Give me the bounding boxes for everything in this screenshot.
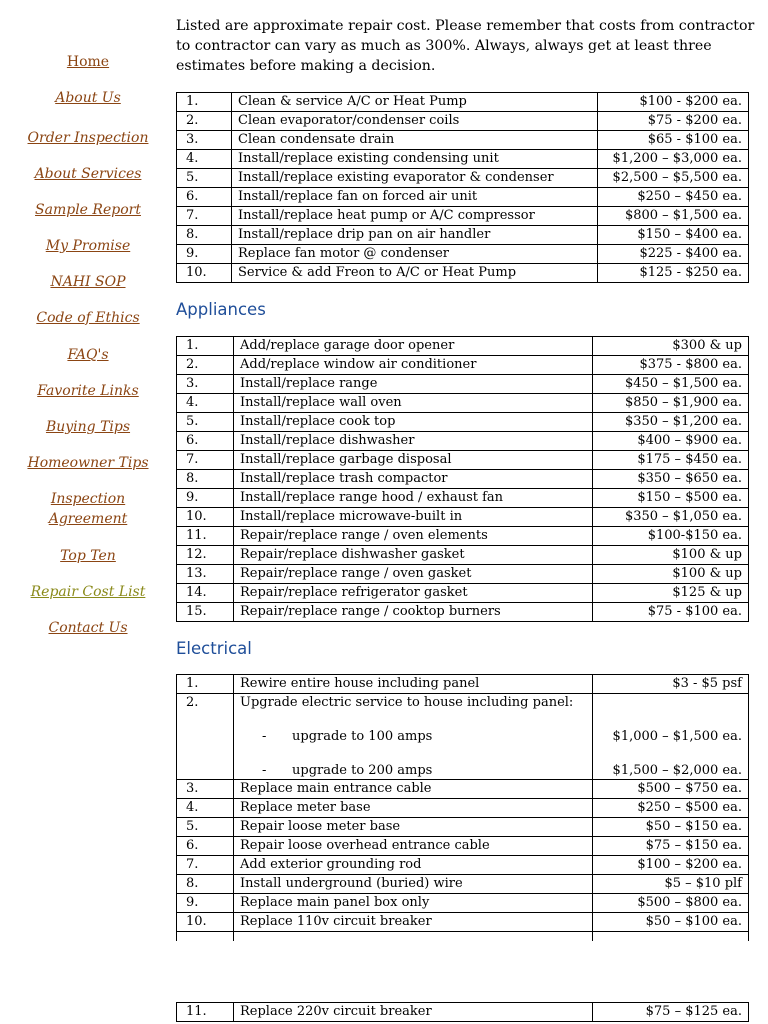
table-row — [177, 546, 749, 565]
sub-item-dash: - — [262, 763, 267, 778]
row-description: Replace main panel box only — [234, 894, 593, 913]
row-number: 1. — [177, 337, 234, 356]
nav-link-buying-tips[interactable]: Buying Tips — [45, 419, 131, 435]
row-number: 9. — [177, 894, 234, 913]
table-row — [177, 264, 749, 283]
row-number: 4. — [177, 799, 234, 818]
row-price: $65 - $100 ea. — [598, 131, 749, 150]
table-row-empty — [177, 932, 749, 942]
electrical-heading: Electrical — [176, 639, 252, 658]
nav-link-favorite-links[interactable]: Favorite Links — [37, 383, 139, 399]
row-number: 6. — [177, 188, 232, 207]
row-description: Install/replace wall oven — [234, 394, 593, 413]
row-number: 9. — [177, 489, 234, 508]
table-row — [177, 337, 749, 356]
row-description: Repair loose overhead entrance cable — [234, 837, 593, 856]
row-description: Upgrade electric service to house including panel: — [240, 695, 574, 710]
row-price: $225 - $400 ea. — [598, 245, 749, 264]
table-row — [177, 169, 749, 188]
row-description: Install/replace heat pump or A/C compressor — [232, 207, 598, 226]
nav-link-contact-us[interactable]: Contact Us — [48, 620, 128, 636]
nav-link-home[interactable]: Home — [66, 54, 110, 70]
row-description: Replace 110v circuit breaker — [234, 913, 593, 932]
row-number: 3. — [177, 375, 234, 394]
table-row — [177, 375, 749, 394]
nav-link-about-services[interactable]: About Services — [34, 166, 142, 182]
row-number: 3. — [177, 131, 232, 150]
table-row — [177, 112, 749, 131]
table-row — [177, 1003, 749, 1022]
row-description: Replace main entrance cable — [234, 780, 593, 799]
row-price: $350 – $650 ea. — [593, 470, 749, 489]
row-description: Install/replace trash compactor — [234, 470, 593, 489]
row-number: 10. — [177, 508, 234, 527]
table-row — [177, 413, 749, 432]
table-row — [177, 780, 749, 799]
row-description: Install/replace drip pan on air handler — [232, 226, 598, 245]
sub-item-price: $1,000 – $1,500 ea. — [612, 729, 742, 744]
row-description: Install/replace microwave-built in — [234, 508, 593, 527]
row-number: 1. — [177, 675, 234, 694]
row-description: Install/replace range — [234, 375, 593, 394]
row-price: $450 – $1,500 ea. — [593, 375, 749, 394]
row-price: $100-$150 ea. — [593, 527, 749, 546]
row-description: Repair/replace range / oven gasket — [234, 565, 593, 584]
table-row — [177, 207, 749, 226]
electrical-cost-table — [176, 674, 749, 941]
row-description: Repair loose meter base — [234, 818, 593, 837]
table-row — [177, 818, 749, 837]
nav-link-about-us[interactable]: About Us — [55, 90, 121, 106]
row-number: 8. — [177, 875, 234, 894]
row-description: Add/replace window air conditioner — [234, 356, 593, 375]
row-number: 13. — [177, 565, 234, 584]
nav-link-sample-report[interactable]: Sample Report — [35, 202, 141, 218]
nav-link-nahi-sop[interactable]: NAHI SOP — [50, 274, 126, 290]
row-description: Install/replace garbage disposal — [234, 451, 593, 470]
appliances-heading: Appliances — [176, 300, 266, 319]
sub-item-dash: - — [262, 729, 267, 744]
intro-paragraph: Listed are approximate repair cost. Please remember that costs from contractor to contractor can vary as much as 300%. Always, always get at least three estimates before making a decision. — [176, 18, 755, 74]
sub-item-price: $1,500 – $2,000 ea. — [612, 763, 742, 778]
row-number: 14. — [177, 584, 234, 603]
table-row — [177, 894, 749, 913]
row-price: $100 – $200 ea. — [593, 856, 749, 875]
table-row — [177, 675, 749, 694]
table-row — [177, 470, 749, 489]
row-price: $100 & up — [593, 546, 749, 565]
row-number: 5. — [177, 818, 234, 837]
row-description: Replace 220v circuit breaker — [234, 1003, 593, 1022]
table-row — [177, 394, 749, 413]
row-number: 7. — [177, 451, 234, 470]
row-description: Add/replace garage door opener — [234, 337, 593, 356]
row-price: $125 & up — [593, 584, 749, 603]
nav-link-my-promise[interactable]: My Promise — [45, 238, 131, 254]
nav-link-faq-s[interactable]: FAQ's — [67, 347, 109, 363]
table-row — [177, 694, 749, 780]
nav-link-code-of-ethics[interactable]: Code of Ethics — [36, 310, 140, 326]
table-row — [177, 356, 749, 375]
row-price: $250 – $500 ea. — [593, 799, 749, 818]
row-price: $75 - $100 ea. — [593, 603, 749, 622]
row-price: $75 - $200 ea. — [598, 112, 749, 131]
row-price: $3 - $5 psf — [593, 675, 749, 694]
table-row — [177, 913, 749, 932]
row-number: 2. — [177, 694, 234, 780]
row-price: $75 – $125 ea. — [593, 1003, 749, 1022]
row-price: $175 – $450 ea. — [593, 451, 749, 470]
row-number: 8. — [177, 470, 234, 489]
row-number: 4. — [177, 394, 234, 413]
row-number: 4. — [177, 150, 232, 169]
row-price: $150 – $500 ea. — [593, 489, 749, 508]
row-price: $500 – $800 ea. — [593, 894, 749, 913]
table-row — [177, 527, 749, 546]
row-number: 6. — [177, 432, 234, 451]
sub-item-label: upgrade to 100 amps — [292, 729, 433, 744]
row-price: $100 - $200 ea. — [598, 93, 749, 112]
row-price: $1,200 – $3,000 ea. — [598, 150, 749, 169]
table-row — [177, 799, 749, 818]
nav-link-order-inspection[interactable]: Order Inspection — [27, 130, 149, 146]
sub-item-label: upgrade to 200 amps — [292, 763, 433, 778]
table-row — [177, 226, 749, 245]
row-price: $50 – $150 ea. — [593, 818, 749, 837]
row-number: 7. — [177, 207, 232, 226]
row-description: Install/replace range hood / exhaust fan — [234, 489, 593, 508]
row-price: $5 – $10 plf — [593, 875, 749, 894]
table-row — [177, 93, 749, 112]
row-number: 8. — [177, 226, 232, 245]
row-number: 11. — [177, 527, 234, 546]
row-price: $125 - $250 ea. — [598, 264, 749, 283]
table-row — [177, 603, 749, 622]
row-description: Replace meter base — [234, 799, 593, 818]
row-description: Install/replace cook top — [234, 413, 593, 432]
table-row — [177, 584, 749, 603]
row-price: $350 – $1,050 ea. — [593, 508, 749, 527]
row-number: 2. — [177, 112, 232, 131]
row-description: Replace fan motor @ condenser — [232, 245, 598, 264]
table-row — [177, 856, 749, 875]
nav-link-top-ten[interactable]: Top Ten — [60, 548, 116, 564]
row-description: Install/replace existing condensing unit — [232, 150, 598, 169]
row-price: $800 – $1,500 ea. — [598, 207, 749, 226]
row-number: 6. — [177, 837, 234, 856]
row-price: $850 – $1,900 ea. — [593, 394, 749, 413]
row-description: Repair/replace refrigerator gasket — [234, 584, 593, 603]
row-description: Repair/replace range / cooktop burners — [234, 603, 593, 622]
nav-link-inspection-agreement[interactable]: Inspection Agreement — [48, 491, 128, 527]
row-number: 2. — [177, 356, 234, 375]
sub-item — [240, 762, 586, 779]
row-number: 10. — [177, 913, 234, 932]
row-price: $50 – $100 ea. — [593, 913, 749, 932]
row-price: $375 - $800 ea. — [593, 356, 749, 375]
row-description: Clean condensate drain — [232, 131, 598, 150]
table-row — [177, 150, 749, 169]
row-price: $150 – $400 ea. — [598, 226, 749, 245]
table-row — [177, 432, 749, 451]
row-number: 1. — [177, 93, 232, 112]
row-price: $75 – $150 ea. — [593, 837, 749, 856]
table-row — [177, 245, 749, 264]
nav-link-repair-cost-list[interactable]: Repair Cost List — [30, 584, 146, 600]
row-price: $250 – $450 ea. — [598, 188, 749, 207]
row-number: 11. — [177, 1003, 234, 1022]
table-row — [177, 875, 749, 894]
table-row — [177, 565, 749, 584]
sub-item — [240, 728, 586, 745]
row-description: Clean evaporator/condenser coils — [232, 112, 598, 131]
row-number: 5. — [177, 413, 234, 432]
row-description: Service & add Freon to A/C or Heat Pump — [232, 264, 598, 283]
row-number: 15. — [177, 603, 234, 622]
table-row — [177, 837, 749, 856]
row-price: $300 & up — [593, 337, 749, 356]
row-description: Install/replace dishwasher — [234, 432, 593, 451]
row-price: $400 – $900 ea. — [593, 432, 749, 451]
row-description: Install/replace existing evaporator & condenser — [232, 169, 598, 188]
table-row — [177, 508, 749, 527]
row-number: 9. — [177, 245, 232, 264]
row-description: Install/replace fan on forced air unit — [232, 188, 598, 207]
row-number: 10. — [177, 264, 232, 283]
row-price: $500 – $750 ea. — [593, 780, 749, 799]
row-description: Clean & service A/C or Heat Pump — [232, 93, 598, 112]
row-description: Rewire entire house including panel — [234, 675, 593, 694]
row-number: 5. — [177, 169, 232, 188]
row-price: $2,500 – $5,500 ea. — [598, 169, 749, 188]
row-price: $100 & up — [593, 565, 749, 584]
table-row — [177, 188, 749, 207]
table-row — [177, 131, 749, 150]
row-description: Install underground (buried) wire — [234, 875, 593, 894]
appliances-cost-table — [176, 336, 749, 622]
row-description: Repair/replace dishwasher gasket — [234, 546, 593, 565]
hvac-cost-table — [176, 92, 749, 283]
electrical-cost-table-continued — [176, 1002, 749, 1022]
row-description: Add exterior grounding rod — [234, 856, 593, 875]
row-description: Repair/replace range / oven elements — [234, 527, 593, 546]
table-row — [177, 489, 749, 508]
nav-link-homeowner-tips[interactable]: Homeowner Tips — [27, 455, 149, 471]
table-row — [177, 451, 749, 470]
row-number: 12. — [177, 546, 234, 565]
row-number: 3. — [177, 780, 234, 799]
row-number: 7. — [177, 856, 234, 875]
row-price: $350 – $1,200 ea. — [593, 413, 749, 432]
